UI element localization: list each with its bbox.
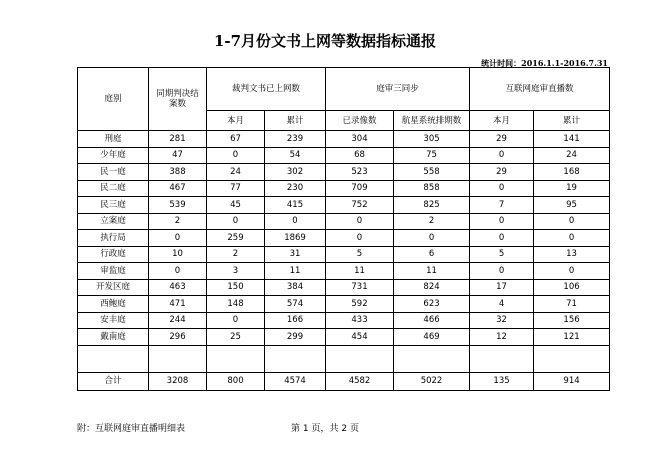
cell-empty <box>149 345 207 372</box>
cell-judgments: 463 <box>149 279 207 296</box>
cell-online-month: 0 <box>207 147 265 164</box>
cell-sync-scheduled: 824 <box>394 279 470 296</box>
cell-sync-recorded: 11 <box>326 263 394 280</box>
subheader-online-total: 累计 <box>265 111 326 131</box>
cell-empty <box>265 345 326 372</box>
table-row <box>78 197 610 214</box>
cell-court: 执行局 <box>78 230 149 247</box>
subheader-sync-scheduled: 航星系统排期数 <box>394 111 470 131</box>
cell-sync-scheduled: 558 <box>394 164 470 181</box>
cell-online-month: 67 <box>207 131 265 148</box>
table-row-blank <box>78 345 610 372</box>
cell-court: 审监庭 <box>78 263 149 280</box>
cell-sync-scheduled: 466 <box>394 312 470 329</box>
cell-sync-scheduled: 0 <box>394 230 470 247</box>
cell-court: 刑庭 <box>78 131 149 148</box>
cell-sync-scheduled: 75 <box>394 147 470 164</box>
cell-sync-scheduled: 858 <box>394 180 470 197</box>
cell-judgments: 388 <box>149 164 207 181</box>
cell-sync-recorded: 752 <box>326 197 394 214</box>
cell-sync-scheduled: 623 <box>394 296 470 313</box>
cell-court: 西鲍庭 <box>78 296 149 313</box>
cell-live-month: 7 <box>470 197 534 214</box>
cell-court: 民二庭 <box>78 180 149 197</box>
cell-judgments: 10 <box>149 246 207 263</box>
cell-online-total: 574 <box>265 296 326 313</box>
cell-live-total: 0 <box>534 213 610 230</box>
cell-sync-scheduled: 5022 <box>394 372 470 390</box>
data-table <box>77 67 610 391</box>
cell-online-total: 415 <box>265 197 326 214</box>
cell-online-total: 302 <box>265 164 326 181</box>
cell-empty <box>78 345 149 372</box>
cell-court: 立案庭 <box>78 213 149 230</box>
cell-empty <box>470 345 534 372</box>
cell-sync-recorded: 433 <box>326 312 394 329</box>
cell-online-month: 0 <box>207 213 265 230</box>
cell-judgments: 471 <box>149 296 207 313</box>
cell-online-total: 239 <box>265 131 326 148</box>
table-row <box>78 246 610 263</box>
cell-sync-recorded: 523 <box>326 164 394 181</box>
cell-live-month: 0 <box>470 263 534 280</box>
cell-live-total: 141 <box>534 131 610 148</box>
header-online: 裁判文书已上网数 <box>207 68 326 111</box>
cell-live-month: 5 <box>470 246 534 263</box>
cell-empty <box>534 345 610 372</box>
table-row <box>78 147 610 164</box>
cell-judgments: 3208 <box>149 372 207 390</box>
cell-online-total: 0 <box>265 213 326 230</box>
cell-sync-scheduled: 2 <box>394 213 470 230</box>
cell-sync-recorded: 68 <box>326 147 394 164</box>
page-number: 第 1 页，共 2 页 <box>291 424 359 434</box>
cell-empty <box>207 345 265 372</box>
cell-sync-recorded: 454 <box>326 329 394 346</box>
table-row <box>78 164 610 181</box>
cell-sync-scheduled: 6 <box>394 246 470 263</box>
cell-live-total: 0 <box>534 230 610 247</box>
cell-live-month: 0 <box>470 230 534 247</box>
cell-live-total: 13 <box>534 246 610 263</box>
cell-live-month: 17 <box>470 279 534 296</box>
cell-judgments: 0 <box>149 263 207 280</box>
table-row <box>78 131 610 148</box>
cell-live-month: 0 <box>470 180 534 197</box>
cell-court: 民一庭 <box>78 164 149 181</box>
cell-court: 民三庭 <box>78 197 149 214</box>
cell-sync-recorded: 304 <box>326 131 394 148</box>
cell-online-month: 24 <box>207 164 265 181</box>
cell-online-month: 2 <box>207 246 265 263</box>
subheader-online-month: 本月 <box>207 111 265 131</box>
cell-court: 少年庭 <box>78 147 149 164</box>
cell-court: 安丰庭 <box>78 312 149 329</box>
table-row <box>78 296 610 313</box>
cell-sync-recorded: 731 <box>326 279 394 296</box>
cell-live-total: 914 <box>534 372 610 390</box>
statistics-period: 统计时间：2016.1.1-2016.7.31 <box>481 58 608 68</box>
cell-court: 行政庭 <box>78 246 149 263</box>
cell-online-month: 77 <box>207 180 265 197</box>
cell-sync-recorded: 4582 <box>326 372 394 390</box>
table-row-total <box>78 372 610 390</box>
cell-sync-recorded: 0 <box>326 213 394 230</box>
cell-sync-scheduled: 305 <box>394 131 470 148</box>
table-row <box>78 230 610 247</box>
table-row <box>78 312 610 329</box>
cell-sync-recorded: 5 <box>326 246 394 263</box>
cell-sync-recorded: 592 <box>326 296 394 313</box>
cell-live-month: 4 <box>470 296 534 313</box>
subheader-sync-recorded: 已录像数 <box>326 111 394 131</box>
cell-live-month: 32 <box>470 312 534 329</box>
cell-court: 戴南庭 <box>78 329 149 346</box>
cell-live-month: 12 <box>470 329 534 346</box>
cell-live-total: 24 <box>534 147 610 164</box>
cell-live-month: 0 <box>470 147 534 164</box>
cell-judgments: 539 <box>149 197 207 214</box>
cell-live-total: 19 <box>534 180 610 197</box>
cell-sync-recorded: 0 <box>326 230 394 247</box>
cell-online-total: 31 <box>265 246 326 263</box>
cell-live-total: 168 <box>534 164 610 181</box>
cell-court: 开发区庭 <box>78 279 149 296</box>
table-row <box>78 180 610 197</box>
cell-live-month: 135 <box>470 372 534 390</box>
cell-online-month: 800 <box>207 372 265 390</box>
cell-online-total: 4574 <box>265 372 326 390</box>
cell-live-total: 71 <box>534 296 610 313</box>
cell-empty <box>326 345 394 372</box>
header-judgments: 同期判决结案数 <box>149 68 207 131</box>
subheader-live-month: 本月 <box>470 111 534 131</box>
cell-court: 合计 <box>78 372 149 390</box>
table-row <box>78 329 610 346</box>
header-sync: 庭审三同步 <box>326 68 470 111</box>
cell-sync-recorded: 709 <box>326 180 394 197</box>
table-row <box>78 263 610 280</box>
cell-online-month: 0 <box>207 312 265 329</box>
cell-online-total: 299 <box>265 329 326 346</box>
cell-judgments: 281 <box>149 131 207 148</box>
cell-sync-scheduled: 825 <box>394 197 470 214</box>
cell-online-month: 259 <box>207 230 265 247</box>
cell-online-total: 54 <box>265 147 326 164</box>
cell-judgments: 47 <box>149 147 207 164</box>
cell-sync-scheduled: 11 <box>394 263 470 280</box>
cell-live-month: 29 <box>470 131 534 148</box>
cell-live-month: 29 <box>470 164 534 181</box>
cell-live-month: 0 <box>470 213 534 230</box>
cell-online-month: 3 <box>207 263 265 280</box>
cell-online-total: 384 <box>265 279 326 296</box>
cell-online-month: 150 <box>207 279 265 296</box>
cell-online-total: 230 <box>265 180 326 197</box>
subheader-live-total: 累计 <box>534 111 610 131</box>
cell-online-month: 25 <box>207 329 265 346</box>
cell-judgments: 2 <box>149 213 207 230</box>
cell-online-total: 11 <box>265 263 326 280</box>
cell-online-total: 1869 <box>265 230 326 247</box>
cell-judgments: 0 <box>149 230 207 247</box>
cell-online-month: 148 <box>207 296 265 313</box>
cell-live-total: 95 <box>534 197 610 214</box>
header-court: 庭别 <box>78 68 149 131</box>
cell-judgments: 244 <box>149 312 207 329</box>
cell-sync-scheduled: 469 <box>394 329 470 346</box>
header-live: 互联网庭审直播数 <box>470 68 610 111</box>
cell-empty <box>394 345 470 372</box>
cell-live-total: 121 <box>534 329 610 346</box>
cell-live-total: 0 <box>534 263 610 280</box>
cell-judgments: 467 <box>149 180 207 197</box>
cell-online-month: 45 <box>207 197 265 214</box>
cell-online-total: 166 <box>265 312 326 329</box>
table-row <box>78 279 610 296</box>
cell-judgments: 296 <box>149 329 207 346</box>
footer-note: 附：互联网庭审直播明细表 <box>77 424 186 434</box>
table-row <box>78 213 610 230</box>
cell-live-total: 106 <box>534 279 610 296</box>
page-title: 1-7月份文书上网等数据指标通报 <box>213 32 437 50</box>
cell-live-total: 156 <box>534 312 610 329</box>
